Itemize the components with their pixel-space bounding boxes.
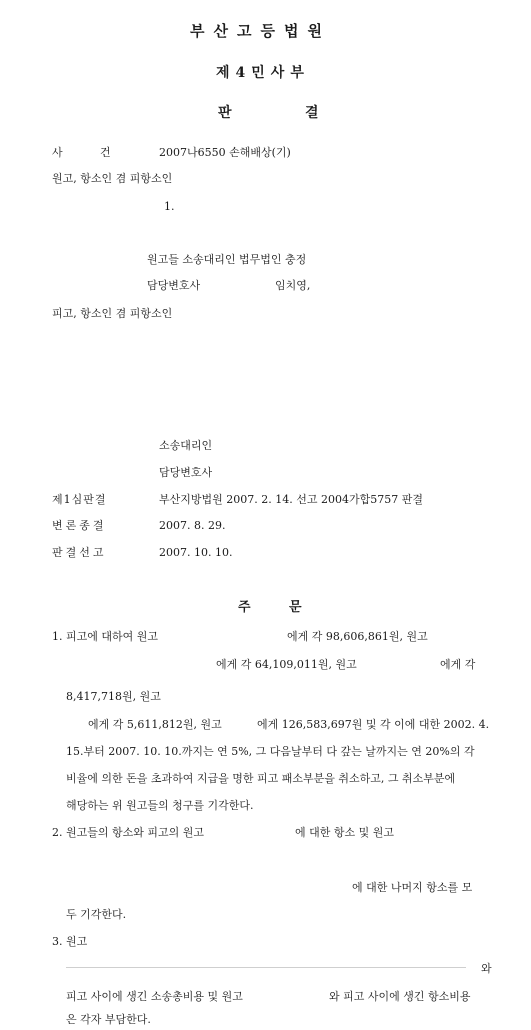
defendant-lawyer-label: 담당변호사 [159, 466, 213, 479]
defendant-label: 피고, 항소인 겸 피항소인 [52, 307, 173, 320]
order-p1-line4a: 에게 각 5,611,812원, 원고 [88, 718, 222, 731]
order-p2-line1a: 2. 원고들의 항소와 피고의 원고 [52, 826, 204, 839]
closing-value: 2007. 8. 29. [159, 519, 226, 532]
order-p1-line6: 비율에 의한 돈을 초과하여 지급을 명한 피고 패소부분을 취소하고, 그 취소부분에 [66, 772, 456, 785]
court-name: 부산고등법원 [190, 22, 331, 40]
order-p1-line3: 8,417,718원, 원고 [66, 690, 161, 703]
plaintiff-label: 원고, 항소인 겸 피항소인 [52, 172, 173, 185]
order-p2-line2: 에 대한 나머지 항소를 모 [352, 881, 473, 894]
plaintiff-rep: 원고들 소송대리인 법무법인 충정 [147, 253, 307, 266]
plaintiff-item: 1. [164, 200, 175, 213]
defendant-rep-label: 소송대리인 [159, 439, 213, 452]
doc-type-gyeol: 결 [305, 105, 319, 121]
order-p1-line1b: 에게 각 98,606,861원, 원고 [287, 630, 428, 643]
order-p1-line5: 15.부터 2007. 10. 10.까지는 연 5%, 그 다음날부터 다 갚는 날까지는 연 20%의 각 [66, 745, 475, 758]
order-p3-line2: 와 [481, 962, 492, 975]
case-number: 2007나6550 손해배상(기) [159, 146, 291, 159]
order-p1-line4b: 에게 126,583,697원 및 각 이에 대한 2002. 4. [257, 718, 490, 731]
first-instance-label: 제1심판결 [52, 493, 107, 506]
first-instance-value: 부산지방법원 2007. 2. 14. 선고 2004가합5757 판결 [159, 493, 423, 506]
plaintiff-lawyer: 임치영, [275, 279, 311, 292]
order-title-mun: 문 [289, 600, 302, 615]
order-title-ju: 주 [238, 600, 251, 615]
division-name: 제4민사부 [216, 65, 310, 81]
order-p3-line3b: 와 피고 사이에 생긴 항소비용 [329, 990, 471, 1003]
order-p1-line1a: 1. 피고에 대하여 원고 [52, 630, 158, 643]
order-p2-line3: 두 기각한다. [66, 908, 127, 921]
closing-label: 변론종결 [52, 519, 107, 532]
order-p3-line4: 은 각자 부담한다. [66, 1013, 151, 1026]
order-p1-line7: 해당하는 위 원고들의 청구를 기각한다. [66, 799, 254, 812]
redaction-bar [66, 967, 466, 968]
order-p1-line2b: 에게 각 [440, 658, 476, 671]
case-label-a: 사 [52, 146, 63, 159]
order-p1-line2a: 에게 각 64,109,011원, 원고 [216, 658, 357, 671]
verdict-label: 판결선고 [52, 546, 107, 559]
case-label-b: 건 [100, 146, 111, 159]
order-p2-line1b: 에 대한 항소 및 원고 [295, 826, 394, 839]
order-p3-line3a: 피고 사이에 생긴 소송총비용 및 원고 [66, 990, 243, 1003]
order-p3-line1: 3. 원고 [52, 935, 88, 948]
verdict-value: 2007. 10. 10. [159, 546, 233, 559]
doc-type-pan: 판 [218, 105, 232, 121]
plaintiff-lawyer-label: 담당변호사 [147, 279, 201, 292]
